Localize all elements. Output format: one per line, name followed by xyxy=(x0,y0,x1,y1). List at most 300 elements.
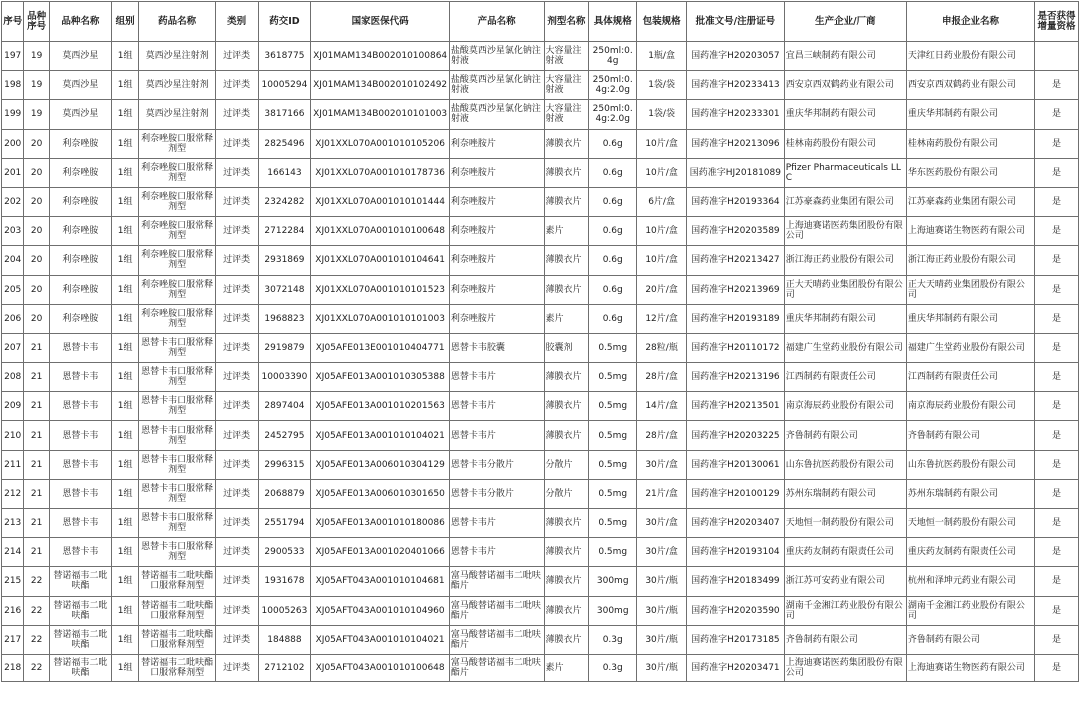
col-approval-number-cell: 国药准字H20203471 xyxy=(687,654,785,681)
col-specification-cell: 0.3g xyxy=(589,654,637,681)
col-product-name-cell: 恩替卡韦片 xyxy=(449,538,544,567)
col-category-cell: 过评类 xyxy=(215,42,258,71)
col-increment-eligibility-cell: 是 xyxy=(1035,450,1079,479)
col-group-cell: 1组 xyxy=(111,158,138,187)
col-group-cell: 1组 xyxy=(111,509,138,538)
col-trade-id-cell: 2452795 xyxy=(258,421,311,450)
col-manufacturer-cell: 天地恒一制药股份有限公司 xyxy=(784,509,906,538)
col-trade-id-cell: 184888 xyxy=(258,625,311,654)
col-manufacturer-cell: 重庆华邦制药有限公司 xyxy=(784,100,906,129)
col-increment-eligibility-cell: 是 xyxy=(1035,246,1079,275)
col-variety-name-cell: 莫西沙星 xyxy=(49,100,111,129)
col-manufacturer-cell: 重庆华邦制药有限公司 xyxy=(784,304,906,333)
col-category-cell: 过评类 xyxy=(215,246,258,275)
col-insurance-code-cell: XJ01XXL070A001010101523 xyxy=(311,275,449,304)
col-approval-number-cell: 国药准字H20213501 xyxy=(687,392,785,421)
table-row xyxy=(2,450,1079,479)
col-product-name-cell: 恩替卡韦分散片 xyxy=(449,479,544,508)
col-variety-name-cell: 替诺福韦二吡呋酯 xyxy=(49,567,111,596)
col-package-cell: 1瓶/盒 xyxy=(637,42,687,71)
col-applicant-cell: 杭州和泽坤元药业有限公司 xyxy=(906,567,1034,596)
col-product-name-cell: 利奈唑胺片 xyxy=(449,304,544,333)
col-drug-name-cell: 利奈唑胺口服常释剂型 xyxy=(139,217,215,246)
col-seq-cell: 209 xyxy=(2,392,24,421)
col-trade-id-cell: 1968823 xyxy=(258,304,311,333)
col-category-cell: 过评类 xyxy=(215,538,258,567)
col-variety-name-cell: 恩替卡韦 xyxy=(49,538,111,567)
col-approval-number-cell: 国药准字H20203589 xyxy=(687,217,785,246)
col-insurance-code-cell: XJ05AFT043A001010104681 xyxy=(311,567,449,596)
col-manufacturer-cell: Pfizer Pharmaceuticals LLC xyxy=(784,158,906,187)
col-variety-name-cell: 恩替卡韦 xyxy=(49,363,111,392)
col-dosage-form-cell: 大容量注射液 xyxy=(544,42,589,71)
col-dosage-form-cell: 薄膜衣片 xyxy=(544,158,589,187)
col-variety-name-cell: 利奈唑胺 xyxy=(49,304,111,333)
col-manufacturer-cell: 福建广生堂药业股份有限公司 xyxy=(784,333,906,362)
col-applicant-cell: 福建广生堂药业股份有限公司 xyxy=(906,333,1034,362)
col-seq-cell: 201 xyxy=(2,158,24,187)
col-insurance-code-cell: XJ01XXL070A001010100648 xyxy=(311,217,449,246)
col-variety-name-cell: 莫西沙星 xyxy=(49,42,111,71)
col-variety-name-cell: 恩替卡韦 xyxy=(49,450,111,479)
col-category-cell: 过评类 xyxy=(215,304,258,333)
col-product-name-cell: 富马酸替诺福韦二吡呋酯片 xyxy=(449,654,544,681)
col-approval-number-cell: 国药准字H20233413 xyxy=(687,71,785,100)
col-applicant-cell: 重庆药友制药有限责任公司 xyxy=(906,538,1034,567)
col-package-cell: 28片/盒 xyxy=(637,363,687,392)
col-increment-eligibility-cell: 是 xyxy=(1035,538,1079,567)
col-increment-eligibility-cell xyxy=(1035,42,1079,71)
col-specification-cell: 0.5mg xyxy=(589,538,637,567)
col-applicant-cell: 齐鲁制药有限公司 xyxy=(906,421,1034,450)
col-drug-name-header: 药品名称 xyxy=(139,2,215,42)
col-seq-cell: 202 xyxy=(2,187,24,216)
col-approval-number-cell: 国药准字H20193364 xyxy=(687,187,785,216)
col-variety-seq-cell: 22 xyxy=(24,625,49,654)
col-package-cell: 10片/盒 xyxy=(637,129,687,158)
col-variety-seq-header: 品种序号 xyxy=(24,2,49,42)
col-increment-eligibility-cell: 是 xyxy=(1035,275,1079,304)
col-group-cell: 1组 xyxy=(111,392,138,421)
col-trade-id-header: 药交ID xyxy=(258,2,311,42)
col-category-cell: 过评类 xyxy=(215,129,258,158)
col-category-cell: 过评类 xyxy=(215,567,258,596)
col-insurance-code-cell: XJ05AFE013A006010304129 xyxy=(311,450,449,479)
col-applicant-cell: 正大天晴药业集团股份有限公司 xyxy=(906,275,1034,304)
col-manufacturer-cell: 浙江海正药业股份有限公司 xyxy=(784,246,906,275)
col-specification-cell: 250ml:0.4g:2.0g xyxy=(589,100,637,129)
col-insurance-code-cell: XJ01XXL070A001010178736 xyxy=(311,158,449,187)
col-variety-seq-cell: 22 xyxy=(24,654,49,681)
col-category-cell: 过评类 xyxy=(215,421,258,450)
col-specification-cell: 0.6g xyxy=(589,275,637,304)
col-variety-name-cell: 利奈唑胺 xyxy=(49,158,111,187)
col-seq-cell: 198 xyxy=(2,71,24,100)
col-dosage-form-cell: 分散片 xyxy=(544,479,589,508)
col-product-name-cell: 利奈唑胺片 xyxy=(449,246,544,275)
col-seq-cell: 218 xyxy=(2,654,24,681)
col-dosage-form-header: 剂型名称 xyxy=(544,2,589,42)
table-row xyxy=(2,217,1079,246)
col-approval-number-cell: 国药准字H20100129 xyxy=(687,479,785,508)
table-row xyxy=(2,187,1079,216)
col-drug-name-cell: 利奈唑胺口服常释剂型 xyxy=(139,275,215,304)
col-group-cell: 1组 xyxy=(111,479,138,508)
col-increment-eligibility-cell: 是 xyxy=(1035,304,1079,333)
col-increment-eligibility-cell: 是 xyxy=(1035,217,1079,246)
col-manufacturer-cell: 浙江苏可安药业有限公司 xyxy=(784,567,906,596)
col-seq-cell: 200 xyxy=(2,129,24,158)
col-dosage-form-cell: 大容量注射液 xyxy=(544,100,589,129)
col-group-cell: 1组 xyxy=(111,71,138,100)
col-variety-seq-cell: 19 xyxy=(24,71,49,100)
col-manufacturer-cell: 上海迪赛诺医药集团股份有限公司 xyxy=(784,654,906,681)
col-increment-eligibility-cell: 是 xyxy=(1035,392,1079,421)
col-insurance-code-cell: XJ05AFT043A001010100648 xyxy=(311,654,449,681)
col-trade-id-cell: 2931869 xyxy=(258,246,311,275)
col-trade-id-cell: 166143 xyxy=(258,158,311,187)
col-seq-cell: 205 xyxy=(2,275,24,304)
col-dosage-form-cell: 胶囊剂 xyxy=(544,333,589,362)
col-approval-number-cell: 国药准字H20213427 xyxy=(687,246,785,275)
col-applicant-cell: 齐鲁制药有限公司 xyxy=(906,625,1034,654)
col-variety-name-cell: 莫西沙星 xyxy=(49,71,111,100)
col-product-name-cell: 盐酸莫西沙星氯化钠注射液 xyxy=(449,100,544,129)
col-product-name-cell: 恩替卡韦片 xyxy=(449,363,544,392)
col-product-name-cell: 富马酸替诺福韦二吡呋酯片 xyxy=(449,596,544,625)
col-variety-seq-cell: 20 xyxy=(24,217,49,246)
col-dosage-form-cell: 大容量注射液 xyxy=(544,71,589,100)
col-category-cell: 过评类 xyxy=(215,100,258,129)
col-manufacturer-cell: 重庆药友制药有限责任公司 xyxy=(784,538,906,567)
col-dosage-form-cell: 素片 xyxy=(544,217,589,246)
col-category-cell: 过评类 xyxy=(215,479,258,508)
col-insurance-code-header: 国家医保代码 xyxy=(311,2,449,42)
col-variety-name-cell: 恩替卡韦 xyxy=(49,479,111,508)
col-category-cell: 过评类 xyxy=(215,450,258,479)
col-trade-id-cell: 10003390 xyxy=(258,363,311,392)
table-row xyxy=(2,509,1079,538)
col-variety-seq-cell: 20 xyxy=(24,187,49,216)
col-variety-name-cell: 替诺福韦二吡呋酯 xyxy=(49,625,111,654)
col-seq-cell: 210 xyxy=(2,421,24,450)
col-product-name-cell: 利奈唑胺片 xyxy=(449,158,544,187)
col-applicant-cell: 天地恒一制药股份有限公司 xyxy=(906,509,1034,538)
col-variety-seq-cell: 21 xyxy=(24,421,49,450)
col-increment-eligibility-cell: 是 xyxy=(1035,421,1079,450)
col-specification-cell: 0.5mg xyxy=(589,333,637,362)
col-increment-eligibility-cell: 是 xyxy=(1035,100,1079,129)
col-category-cell: 过评类 xyxy=(215,509,258,538)
col-package-cell: 30片/瓶 xyxy=(637,567,687,596)
col-trade-id-cell: 2712102 xyxy=(258,654,311,681)
col-variety-name-header: 品种名称 xyxy=(49,2,111,42)
col-applicant-cell: 西安京西双鹤药业有限公司 xyxy=(906,71,1034,100)
col-increment-eligibility-cell: 是 xyxy=(1035,567,1079,596)
col-dosage-form-cell: 薄膜衣片 xyxy=(544,246,589,275)
col-category-cell: 过评类 xyxy=(215,392,258,421)
col-approval-number-cell: 国药准字H20213096 xyxy=(687,129,785,158)
col-insurance-code-cell: XJ05AFT043A001010104021 xyxy=(311,625,449,654)
table-header xyxy=(2,2,1079,42)
col-group-cell: 1组 xyxy=(111,42,138,71)
col-insurance-code-cell: XJ01MAM134B002010101003 xyxy=(311,100,449,129)
col-seq-cell: 217 xyxy=(2,625,24,654)
col-specification-header: 具体规格 xyxy=(589,2,637,42)
col-applicant-header: 申报企业名称 xyxy=(906,2,1034,42)
col-variety-seq-cell: 21 xyxy=(24,538,49,567)
col-package-cell: 30片/瓶 xyxy=(637,654,687,681)
col-product-name-cell: 利奈唑胺片 xyxy=(449,217,544,246)
col-variety-seq-cell: 21 xyxy=(24,333,49,362)
col-variety-seq-cell: 22 xyxy=(24,567,49,596)
col-package-cell: 6片/盒 xyxy=(637,187,687,216)
table-row xyxy=(2,158,1079,187)
table-row xyxy=(2,42,1079,71)
col-variety-seq-cell: 22 xyxy=(24,596,49,625)
col-package-cell: 28粒/瓶 xyxy=(637,333,687,362)
col-trade-id-cell: 10005263 xyxy=(258,596,311,625)
col-drug-name-cell: 替诺福韦二吡呋酯口服常释剂型 xyxy=(139,654,215,681)
col-approval-number-cell: 国药准字H20203590 xyxy=(687,596,785,625)
col-product-name-cell: 恩替卡韦胶囊 xyxy=(449,333,544,362)
col-specification-cell: 0.5mg xyxy=(589,363,637,392)
col-approval-number-cell: 国药准字H20213969 xyxy=(687,275,785,304)
col-drug-name-cell: 替诺福韦二吡呋酯口服常释剂型 xyxy=(139,625,215,654)
col-package-cell: 30片/瓶 xyxy=(637,625,687,654)
col-specification-cell: 0.3g xyxy=(589,625,637,654)
col-increment-eligibility-cell: 是 xyxy=(1035,129,1079,158)
col-applicant-cell: 重庆华邦制药有限公司 xyxy=(906,304,1034,333)
col-dosage-form-cell: 薄膜衣片 xyxy=(544,538,589,567)
col-group-cell: 1组 xyxy=(111,100,138,129)
col-dosage-form-cell: 素片 xyxy=(544,304,589,333)
col-trade-id-cell: 2897404 xyxy=(258,392,311,421)
col-applicant-cell: 山东鲁抗医药股份有限公司 xyxy=(906,450,1034,479)
col-package-cell: 12片/盒 xyxy=(637,304,687,333)
table-row xyxy=(2,567,1079,596)
table-row xyxy=(2,538,1079,567)
col-approval-number-cell: 国药准字H20233301 xyxy=(687,100,785,129)
col-category-header: 类别 xyxy=(215,2,258,42)
col-dosage-form-cell: 分散片 xyxy=(544,450,589,479)
col-manufacturer-cell: 上海迪赛诺医药集团股份有限公司 xyxy=(784,217,906,246)
col-product-name-cell: 盐酸莫西沙星氯化钠注射液 xyxy=(449,71,544,100)
col-insurance-code-cell: XJ01XXL070A001010101444 xyxy=(311,187,449,216)
col-increment-eligibility-cell: 是 xyxy=(1035,509,1079,538)
col-increment-eligibility-cell: 是 xyxy=(1035,625,1079,654)
col-package-cell: 10片/盒 xyxy=(637,217,687,246)
col-increment-eligibility-cell: 是 xyxy=(1035,363,1079,392)
col-variety-name-cell: 恩替卡韦 xyxy=(49,509,111,538)
col-dosage-form-cell: 薄膜衣片 xyxy=(544,509,589,538)
col-manufacturer-cell: 正大天晴药业集团股份有限公司 xyxy=(784,275,906,304)
col-group-cell: 1组 xyxy=(111,567,138,596)
col-product-name-cell: 利奈唑胺片 xyxy=(449,129,544,158)
table-row xyxy=(2,479,1079,508)
col-manufacturer-cell: 齐鲁制药有限公司 xyxy=(784,421,906,450)
col-product-name-cell: 恩替卡韦分散片 xyxy=(449,450,544,479)
col-variety-name-cell: 恩替卡韦 xyxy=(49,421,111,450)
col-seq-cell: 199 xyxy=(2,100,24,129)
col-package-cell: 21片/盒 xyxy=(637,479,687,508)
table-row xyxy=(2,625,1079,654)
col-insurance-code-cell: XJ05AFE013A006010301650 xyxy=(311,479,449,508)
col-applicant-cell: 江西制药有限责任公司 xyxy=(906,363,1034,392)
col-group-cell: 1组 xyxy=(111,450,138,479)
col-drug-name-cell: 恩替卡韦口服常释剂型 xyxy=(139,509,215,538)
col-package-cell: 28片/盒 xyxy=(637,421,687,450)
col-increment-eligibility-cell: 是 xyxy=(1035,71,1079,100)
col-approval-number-cell: 国药准字H20183499 xyxy=(687,567,785,596)
col-manufacturer-cell: 齐鲁制药有限公司 xyxy=(784,625,906,654)
col-seq-cell: 208 xyxy=(2,363,24,392)
col-category-cell: 过评类 xyxy=(215,363,258,392)
col-manufacturer-cell: 西安京西双鹤药业有限公司 xyxy=(784,71,906,100)
col-specification-cell: 0.5mg xyxy=(589,509,637,538)
col-group-cell: 1组 xyxy=(111,129,138,158)
col-product-name-cell: 恩替卡韦片 xyxy=(449,509,544,538)
col-manufacturer-cell: 湖南千金湘江药业股份有限公司 xyxy=(784,596,906,625)
col-drug-name-cell: 替诺福韦二吡呋酯口服常释剂型 xyxy=(139,567,215,596)
col-applicant-cell: 湖南千金湘江药业股份有限公司 xyxy=(906,596,1034,625)
col-trade-id-cell: 3618775 xyxy=(258,42,311,71)
col-drug-name-cell: 利奈唑胺口服常释剂型 xyxy=(139,187,215,216)
col-approval-number-cell: 国药准字H20193189 xyxy=(687,304,785,333)
table-row xyxy=(2,421,1079,450)
table-row xyxy=(2,596,1079,625)
col-increment-eligibility-cell: 是 xyxy=(1035,654,1079,681)
col-drug-name-cell: 莫西沙星注射剂 xyxy=(139,71,215,100)
col-specification-cell: 0.5mg xyxy=(589,392,637,421)
table-body xyxy=(2,42,1079,682)
col-specification-cell: 0.6g xyxy=(589,187,637,216)
col-approval-number-cell: 国药准字HJ20181089 xyxy=(687,158,785,187)
col-variety-name-cell: 替诺福韦二吡呋酯 xyxy=(49,596,111,625)
col-drug-name-cell: 恩替卡韦口服常释剂型 xyxy=(139,363,215,392)
col-seq-cell: 216 xyxy=(2,596,24,625)
col-approval-number-cell: 国药准字H20173185 xyxy=(687,625,785,654)
col-dosage-form-cell: 薄膜衣片 xyxy=(544,275,589,304)
table-row xyxy=(2,333,1079,362)
col-category-cell: 过评类 xyxy=(215,625,258,654)
col-drug-name-cell: 恩替卡韦口服常释剂型 xyxy=(139,421,215,450)
col-drug-name-cell: 莫西沙星注射剂 xyxy=(139,100,215,129)
col-variety-name-cell: 利奈唑胺 xyxy=(49,275,111,304)
table-row xyxy=(2,246,1079,275)
col-category-cell: 过评类 xyxy=(215,333,258,362)
col-trade-id-cell: 1931678 xyxy=(258,567,311,596)
col-dosage-form-cell: 薄膜衣片 xyxy=(544,596,589,625)
col-group-cell: 1组 xyxy=(111,333,138,362)
col-manufacturer-cell: 江苏豪森药业集团有限公司 xyxy=(784,187,906,216)
col-insurance-code-cell: XJ01MAM134B002010102492 xyxy=(311,71,449,100)
col-variety-seq-cell: 20 xyxy=(24,304,49,333)
col-approval-number-cell: 国药准字H20213196 xyxy=(687,363,785,392)
col-increment-eligibility-cell: 是 xyxy=(1035,187,1079,216)
col-variety-name-cell: 利奈唑胺 xyxy=(49,187,111,216)
col-increment-eligibility-header: 是否获得增量资格 xyxy=(1035,2,1079,42)
col-group-cell: 1组 xyxy=(111,363,138,392)
col-variety-seq-cell: 21 xyxy=(24,363,49,392)
col-category-cell: 过评类 xyxy=(215,187,258,216)
col-insurance-code-cell: XJ01XXL070A001010101003 xyxy=(311,304,449,333)
table-row xyxy=(2,654,1079,681)
col-drug-name-cell: 利奈唑胺口服常释剂型 xyxy=(139,304,215,333)
col-applicant-cell: 南京海辰药业股份有限公司 xyxy=(906,392,1034,421)
col-insurance-code-cell: XJ05AFE013A001010201563 xyxy=(311,392,449,421)
header-row xyxy=(2,2,1079,42)
table-row xyxy=(2,71,1079,100)
col-approval-number-header: 批准文号/注册证号 xyxy=(687,2,785,42)
col-variety-seq-cell: 20 xyxy=(24,129,49,158)
col-package-cell: 10片/盒 xyxy=(637,158,687,187)
col-dosage-form-cell: 薄膜衣片 xyxy=(544,625,589,654)
col-package-cell: 30片/盒 xyxy=(637,538,687,567)
col-group-cell: 1组 xyxy=(111,304,138,333)
col-variety-seq-cell: 20 xyxy=(24,246,49,275)
col-seq-cell: 213 xyxy=(2,509,24,538)
col-approval-number-cell: 国药准字H20110172 xyxy=(687,333,785,362)
col-drug-name-cell: 恩替卡韦口服常释剂型 xyxy=(139,450,215,479)
col-increment-eligibility-cell: 是 xyxy=(1035,596,1079,625)
col-drug-name-cell: 恩替卡韦口服常释剂型 xyxy=(139,333,215,362)
col-manufacturer-cell: 苏州东瑞制药有限公司 xyxy=(784,479,906,508)
col-product-name-cell: 利奈唑胺片 xyxy=(449,275,544,304)
table-row xyxy=(2,275,1079,304)
col-variety-name-cell: 恩替卡韦 xyxy=(49,392,111,421)
col-dosage-form-cell: 薄膜衣片 xyxy=(544,392,589,421)
col-specification-cell: 0.6g xyxy=(589,158,637,187)
col-specification-cell: 0.5mg xyxy=(589,421,637,450)
table-row xyxy=(2,100,1079,129)
col-approval-number-cell: 国药准字H20203225 xyxy=(687,421,785,450)
col-group-cell: 1组 xyxy=(111,187,138,216)
col-seq-cell: 215 xyxy=(2,567,24,596)
col-specification-cell: 300mg xyxy=(589,567,637,596)
table-row xyxy=(2,129,1079,158)
col-package-cell: 20片/盒 xyxy=(637,275,687,304)
col-specification-cell: 250ml:0.4g xyxy=(589,42,637,71)
col-trade-id-cell: 3817166 xyxy=(258,100,311,129)
drug-procurement-table xyxy=(1,1,1079,682)
col-category-cell: 过评类 xyxy=(215,596,258,625)
col-trade-id-cell: 2900533 xyxy=(258,538,311,567)
col-trade-id-cell: 2996315 xyxy=(258,450,311,479)
col-manufacturer-header: 生产企业/厂商 xyxy=(784,2,906,42)
col-increment-eligibility-cell: 是 xyxy=(1035,333,1079,362)
col-product-name-cell: 盐酸莫西沙星氯化钠注射液 xyxy=(449,42,544,71)
col-applicant-cell: 浙江海正药业股份有限公司 xyxy=(906,246,1034,275)
col-variety-name-cell: 恩替卡韦 xyxy=(49,333,111,362)
col-seq-cell: 211 xyxy=(2,450,24,479)
col-trade-id-cell: 2324282 xyxy=(258,187,311,216)
col-dosage-form-cell: 薄膜衣片 xyxy=(544,187,589,216)
col-package-cell: 30片/瓶 xyxy=(637,596,687,625)
col-insurance-code-cell: XJ01XXL070A001010104641 xyxy=(311,246,449,275)
col-variety-name-cell: 替诺福韦二吡呋酯 xyxy=(49,654,111,681)
col-seq-cell: 204 xyxy=(2,246,24,275)
col-group-header: 组别 xyxy=(111,2,138,42)
col-seq-cell: 206 xyxy=(2,304,24,333)
col-trade-id-cell: 10005294 xyxy=(258,71,311,100)
col-category-cell: 过评类 xyxy=(215,654,258,681)
col-package-header: 包装规格 xyxy=(637,2,687,42)
col-variety-seq-cell: 21 xyxy=(24,509,49,538)
col-approval-number-cell: 国药准字H20130061 xyxy=(687,450,785,479)
col-category-cell: 过评类 xyxy=(215,217,258,246)
col-product-name-cell: 利奈唑胺片 xyxy=(449,187,544,216)
